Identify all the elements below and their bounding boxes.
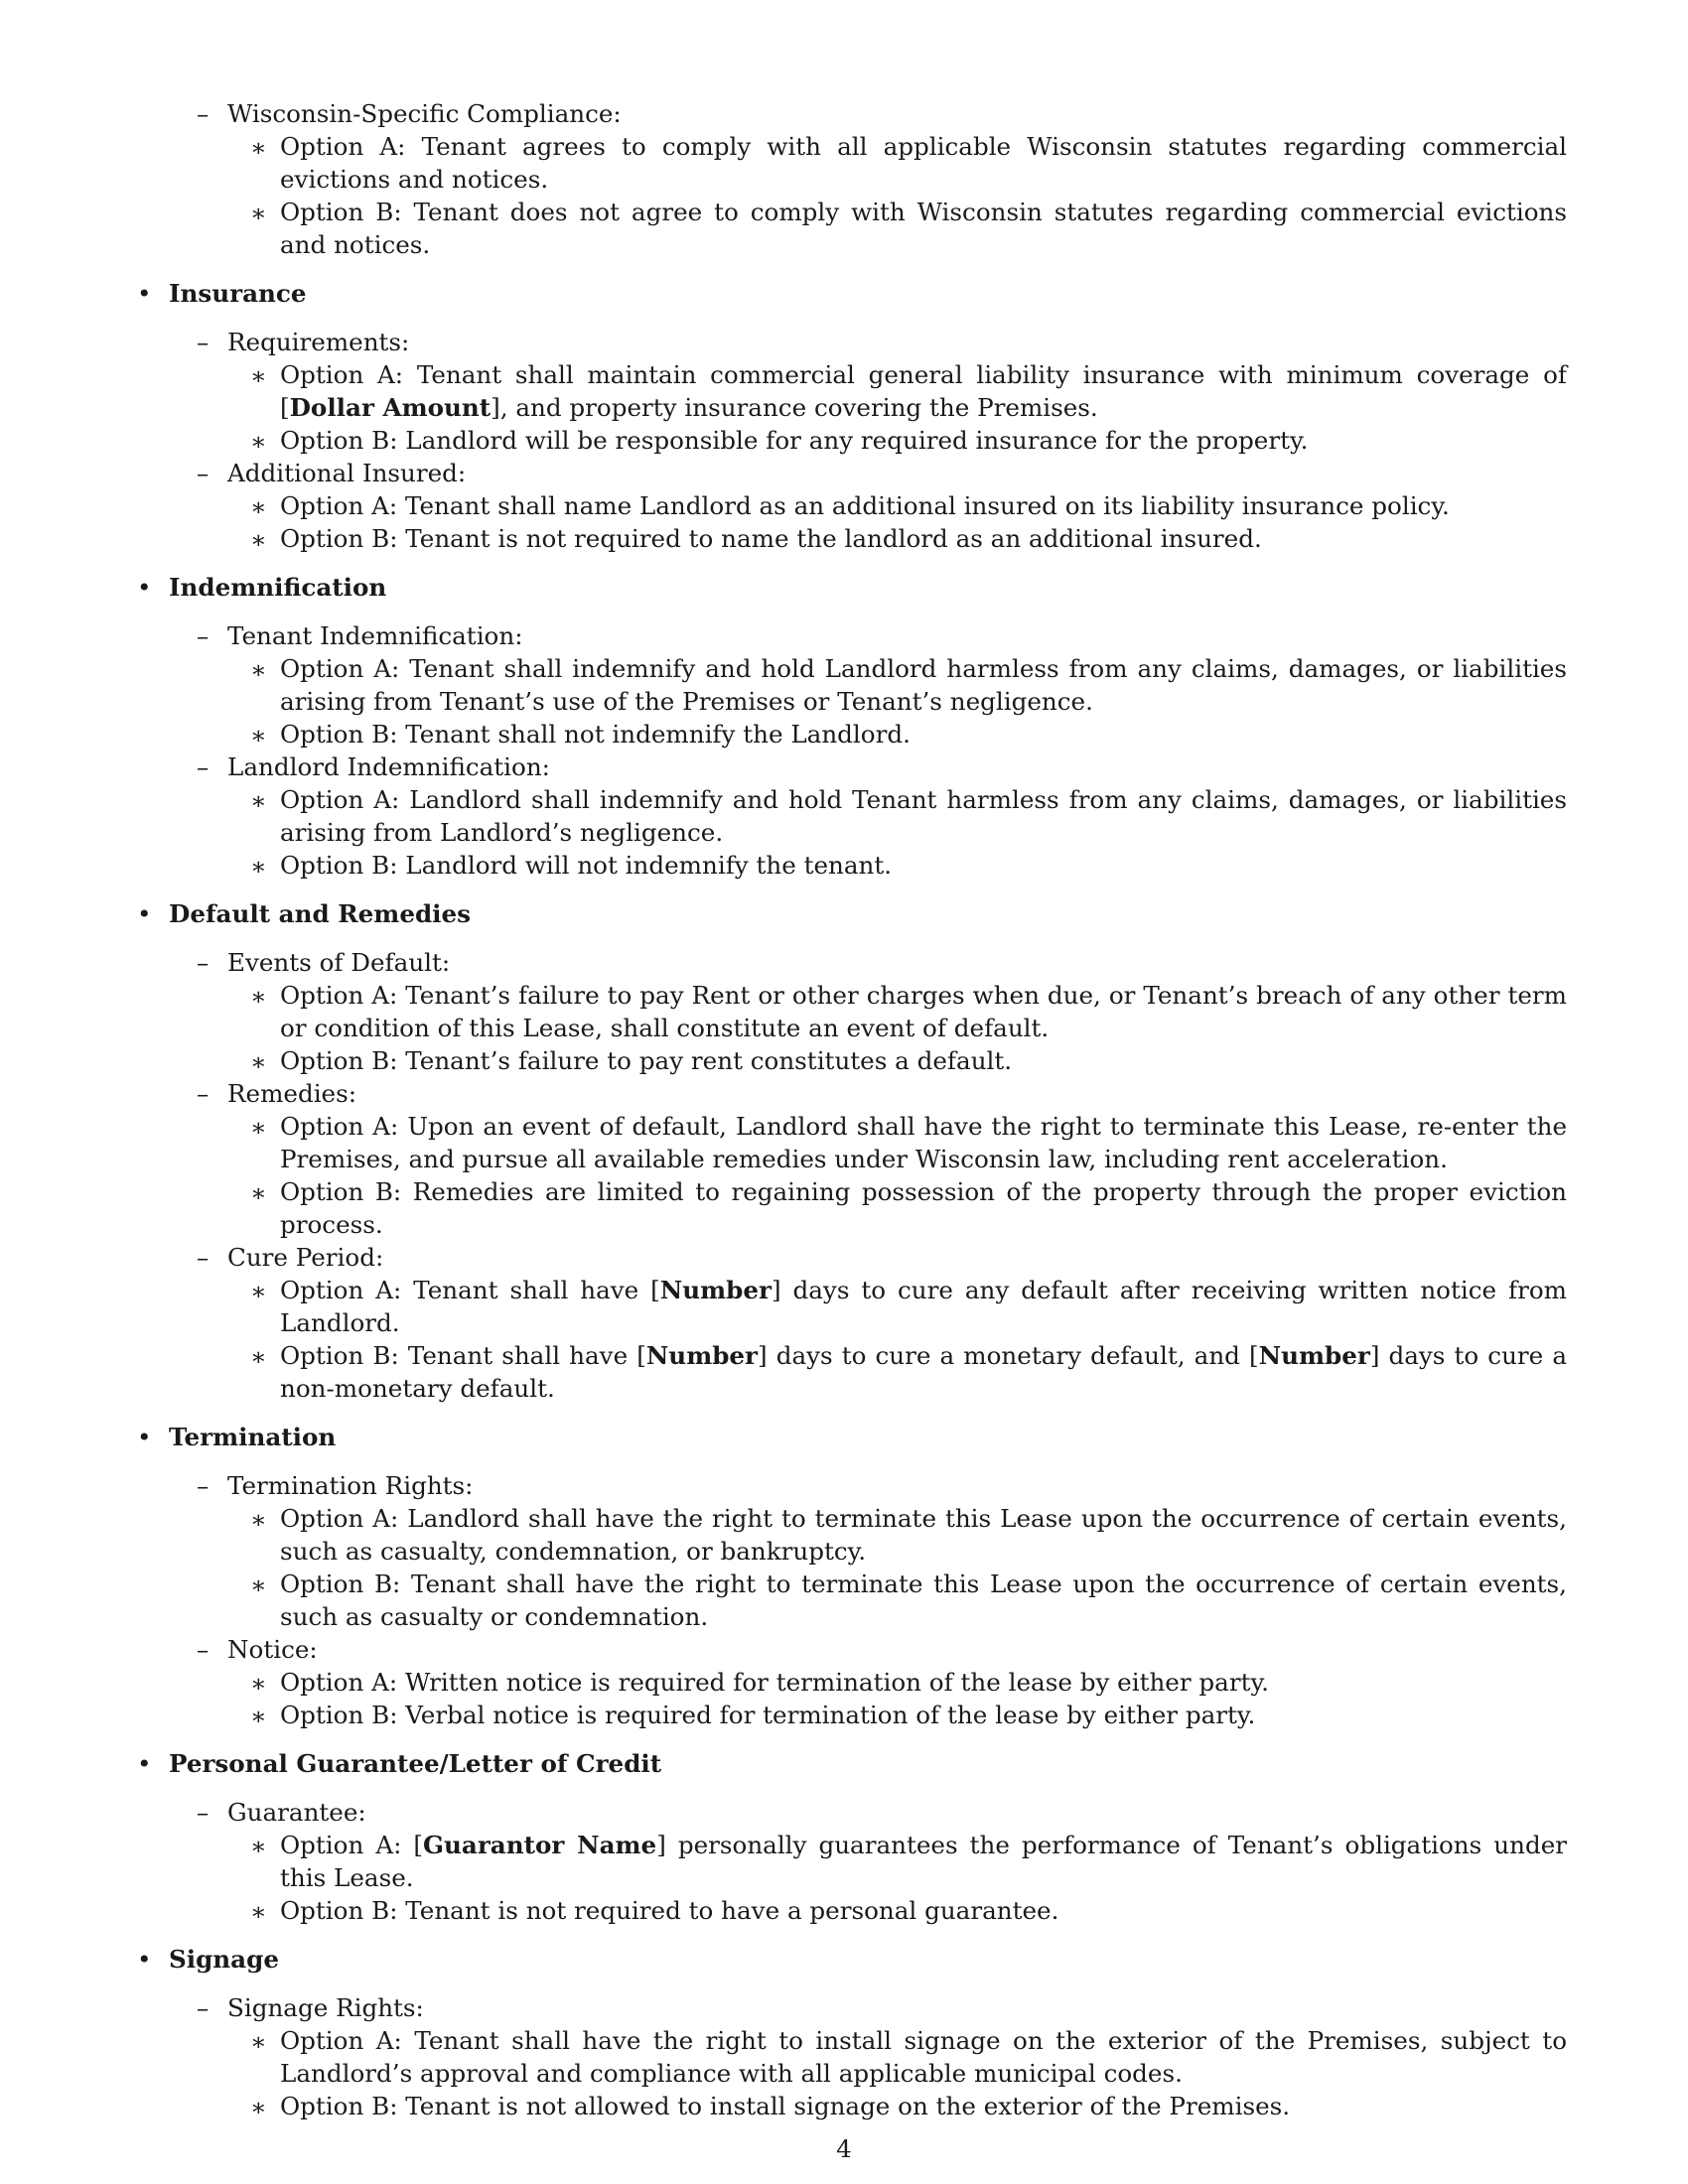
option-item — [137, 1110, 1567, 1175]
subsection-signage-rights — [137, 1991, 1567, 2024]
option-text: Option B: Landlord will not indemnify the tenant. — [280, 851, 893, 880]
section-signage — [137, 1943, 1567, 2122]
dash-marker: – — [197, 1993, 210, 2022]
section-heading — [137, 1421, 1567, 1453]
dash-marker: – — [197, 1471, 210, 1500]
option-text: Option B: Verbal notice is required for termination of the lease by either party. — [280, 1701, 1256, 1729]
star-marker: ∗ — [250, 1178, 267, 1207]
option-text: Option B: Tenant is not allowed to install signage on the exterior of the Premises. — [280, 2092, 1291, 2120]
option-item — [137, 2024, 1567, 2090]
section-default-remedies — [137, 897, 1567, 1405]
star-marker: ∗ — [250, 721, 267, 750]
section-title: Insurance — [169, 279, 307, 308]
bullet-marker: • — [137, 899, 152, 928]
option-item — [137, 1829, 1567, 1894]
dash-marker: – — [197, 328, 210, 356]
subsection-label: Signage Rights: — [227, 1993, 424, 2022]
option-text: Option A: Tenant shall have the right to install signage on the exterior of the Premises, subject to Landlord’s approval and compliance with all applicable municipal codes. — [280, 2026, 1567, 2088]
subsection-cure-period — [137, 1241, 1567, 1274]
bullet-marker: • — [137, 279, 152, 308]
subsection-label: Tenant Indemnification: — [227, 621, 523, 650]
option-item — [137, 424, 1567, 457]
section-termination — [137, 1421, 1567, 1731]
option-item — [137, 1175, 1567, 1241]
star-marker: ∗ — [250, 2093, 267, 2121]
option-text: Option A: Tenant shall indemnify and hold Landlord harmless from any claims, damages, or liabilities arising from Tenant’s use of the Premises or Tenant’s negligence. — [280, 654, 1567, 716]
star-marker: ∗ — [250, 786, 267, 815]
option-text: Option A: Tenant shall name Landlord as an additional insured on its liability insurance policy. — [280, 491, 1450, 520]
dash-marker: – — [197, 752, 210, 781]
option-text: Option A: [Guarantor Name] personally guarantees the performance of Tenant’s obligations under this Lease. — [280, 1831, 1567, 1892]
star-marker: ∗ — [250, 133, 267, 162]
placeholder-field: Number — [645, 1341, 759, 1370]
star-marker: ∗ — [250, 1505, 267, 1534]
option-item — [137, 1894, 1567, 1927]
section-title: Default and Remedies — [169, 899, 471, 928]
option-item — [137, 783, 1567, 849]
bullet-marker: • — [137, 1423, 152, 1451]
subsection-tenant-indemnification — [137, 619, 1567, 652]
option-text: Option B: Tenant shall not indemnify the Landlord. — [280, 720, 911, 749]
option-item — [137, 1274, 1567, 1339]
star-marker: ∗ — [250, 1832, 267, 1860]
bullet-marker: • — [137, 573, 152, 602]
section-heading — [137, 571, 1567, 604]
option-item — [137, 522, 1567, 555]
option-item — [137, 1666, 1567, 1699]
option-text: Option B: Landlord will be responsible for any required insurance for the property. — [280, 426, 1309, 455]
option-item — [137, 1568, 1567, 1633]
subsection-wisconsin-compliance — [137, 97, 1567, 130]
option-text: Option B: Tenant shall have [Number] days to cure a monetary default, and [Number] days to cure a non-monetary default. — [280, 1341, 1567, 1403]
option-item — [137, 196, 1567, 261]
star-marker: ∗ — [250, 199, 267, 227]
subsection-additional-insured — [137, 457, 1567, 489]
dash-marker: – — [197, 621, 210, 650]
option-text: Option A: Tenant agrees to comply with all applicable Wisconsin statutes regarding commercial evictions and notices. — [280, 132, 1567, 194]
section-heading — [137, 897, 1567, 930]
dash-marker: – — [197, 99, 210, 128]
section-title: Termination — [169, 1423, 337, 1451]
star-marker: ∗ — [250, 1669, 267, 1698]
dash-marker: – — [197, 1243, 210, 1272]
section-indemnification — [137, 571, 1567, 882]
option-text: Option A: Landlord shall indemnify and hold Tenant harmless from any claims, damages, or liabilities arising from Landlord’s negligence. — [280, 785, 1567, 847]
option-text: Option A: Tenant’s failure to pay Rent or other charges when due, or Tenant’s breach of any other term or condition of this Lease, shall constitute an event of default. — [280, 981, 1567, 1042]
option-text: Option A: Landlord shall have the right to terminate this Lease upon the occurrence of certain events, such as casualty, condemnation, or bankruptcy. — [280, 1504, 1567, 1566]
subsection-label: Notice: — [227, 1635, 318, 1664]
subsection-landlord-indemnification — [137, 751, 1567, 783]
bullet-marker: • — [137, 1749, 152, 1778]
placeholder-field: Number — [659, 1276, 772, 1304]
dash-marker: – — [197, 1079, 210, 1108]
star-marker: ∗ — [250, 982, 267, 1011]
star-marker: ∗ — [250, 1113, 267, 1142]
section-title: Personal Guarantee/Letter of Credit — [169, 1749, 662, 1778]
subsection-label: Landlord Indemnification: — [227, 752, 550, 781]
option-text: Option A: Tenant shall have [Number] days to cure any default after receiving written notice from Landlord. — [280, 1276, 1567, 1337]
star-marker: ∗ — [250, 2027, 267, 2056]
option-item — [137, 1699, 1567, 1731]
option-item — [137, 979, 1567, 1044]
option-text: Option B: Tenant is not required to name the landlord as an additional insured. — [280, 524, 1262, 553]
star-marker: ∗ — [250, 525, 267, 554]
option-text: Option A: Tenant shall maintain commercial general liability insurance with minimum coverage of [Dollar Amount], and property insurance covering the Premises. — [280, 360, 1567, 422]
option-item — [137, 489, 1567, 522]
option-item — [137, 652, 1567, 718]
section-title: Indemnification — [169, 573, 387, 602]
subsection-label: Termination Rights: — [227, 1471, 474, 1500]
section-title: Signage — [169, 1945, 279, 1974]
star-marker: ∗ — [250, 852, 267, 881]
dash-marker: – — [197, 1798, 210, 1827]
option-item — [137, 718, 1567, 751]
page-number: 4 — [836, 2134, 852, 2163]
option-text: Option B: Remedies are limited to regaining possession of the property through the proper eviction process. — [280, 1177, 1567, 1239]
subsection-label: Additional Insured: — [227, 459, 467, 487]
star-marker: ∗ — [250, 361, 267, 390]
dash-marker: – — [197, 459, 210, 487]
subsection-label: Wisconsin-Specific Compliance: — [227, 99, 622, 128]
dash-marker: – — [197, 948, 210, 977]
bullet-marker: • — [137, 1945, 152, 1974]
subsection-termination-rights — [137, 1469, 1567, 1502]
option-text: Option A: Written notice is required for termination of the lease by either party. — [280, 1668, 1269, 1697]
option-item — [137, 1339, 1567, 1405]
section-insurance — [137, 277, 1567, 555]
star-marker: ∗ — [250, 1702, 267, 1730]
option-text: Option B: Tenant shall have the right to terminate this Lease upon the occurrence of certain events, such as casualty or condemnation. — [280, 1570, 1567, 1631]
subsection-remedies — [137, 1077, 1567, 1110]
subsection-label: Remedies: — [227, 1079, 357, 1108]
placeholder-field: Number — [1258, 1341, 1370, 1370]
subsection-notice — [137, 1633, 1567, 1666]
option-item — [137, 1044, 1567, 1077]
subsection-guarantee — [137, 1796, 1567, 1829]
option-text: Option A: Upon an event of default, Landlord shall have the right to terminate this Lease, re-enter the Premises, and pursue all available remedies under Wisconsin law, including rent acceleration. — [280, 1112, 1567, 1173]
section-heading — [137, 1943, 1567, 1976]
subsection-events-of-default — [137, 946, 1567, 979]
section-heading — [137, 1747, 1567, 1780]
star-marker: ∗ — [250, 1047, 267, 1076]
subsection-label: Requirements: — [227, 328, 410, 356]
star-marker: ∗ — [250, 1277, 267, 1305]
option-text: Option B: Tenant does not agree to comply with Wisconsin statutes regarding commercial evictions and notices. — [280, 198, 1567, 259]
subsection-requirements — [137, 326, 1567, 358]
section-heading — [137, 277, 1567, 310]
option-text: Option B: Tenant’s failure to pay rent constitutes a default. — [280, 1046, 1013, 1075]
placeholder-field: Guarantor Name — [423, 1831, 657, 1859]
subsection-label: Events of Default: — [227, 948, 451, 977]
star-marker: ∗ — [250, 1570, 267, 1599]
subsection-label: Cure Period: — [227, 1243, 384, 1272]
placeholder-field: Dollar Amount — [289, 393, 492, 422]
document-content — [137, 97, 1567, 2122]
star-marker: ∗ — [250, 1897, 267, 1926]
star-marker: ∗ — [250, 492, 267, 521]
option-text: Option B: Tenant is not required to have a personal guarantee. — [280, 1896, 1059, 1925]
section-personal-guarantee — [137, 1747, 1567, 1927]
option-item — [137, 849, 1567, 882]
option-item — [137, 130, 1567, 196]
star-marker: ∗ — [250, 427, 267, 456]
option-item — [137, 2090, 1567, 2122]
option-item — [137, 1502, 1567, 1568]
option-item — [137, 358, 1567, 424]
subsection-label: Guarantee: — [227, 1798, 366, 1827]
dash-marker: – — [197, 1635, 210, 1664]
star-marker: ∗ — [250, 655, 267, 684]
star-marker: ∗ — [250, 1342, 267, 1371]
